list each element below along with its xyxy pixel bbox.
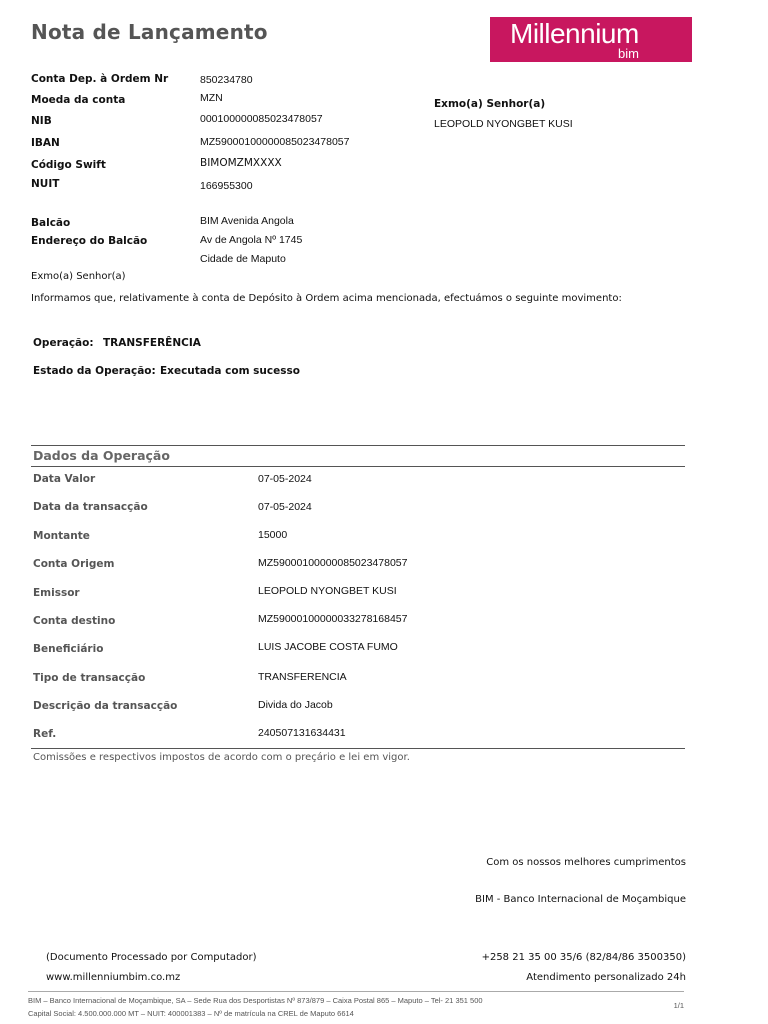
operation-value: TRANSFERÊNCIA	[103, 337, 201, 349]
balcao-label: Balcão	[31, 217, 71, 229]
row-value-data-valor: 07-05-2024	[258, 473, 312, 485]
section-top-rule	[31, 445, 685, 446]
conta-label: Conta Dep. à Ordem Nr	[31, 73, 169, 85]
footer-rule	[28, 991, 684, 992]
closing-greeting: Com os nossos melhores cumprimentos	[486, 857, 686, 868]
endereco-line2: Cidade de Maputo	[200, 253, 286, 265]
row-value-montante: 15000	[258, 529, 288, 541]
row-label-descricao: Descrição da transacção	[33, 700, 178, 712]
commission-note: Comissões e respectivos impostos de acordo com o preçário e lei em vigor.	[33, 752, 410, 763]
row-value-tipo-transaccao: TRANSFERENCIA	[258, 671, 347, 683]
dados-section-title: Dados da Operação	[33, 448, 170, 463]
legal-line-1: BIM – Banco Internacional de Moçambique, SA – Sede Rua dos Desportistas Nº 873/879 – Caixa Postal 865 – Maputo – Tel- 21 351 500	[28, 996, 483, 1005]
nuit-label: NUIT	[31, 178, 60, 190]
nuit-value: 166955300	[200, 180, 253, 192]
logo-sub-text: bim	[618, 46, 639, 61]
row-label-beneficiario: Beneficiário	[33, 643, 104, 655]
row-label-montante: Montante	[33, 530, 90, 542]
closing-bank-name: BIM - Banco Internacional de Moçambique	[475, 894, 686, 905]
section-header-rule	[31, 466, 685, 467]
row-label-conta-destino: Conta destino	[33, 615, 116, 627]
page-title: Nota de Lançamento	[31, 20, 268, 44]
swift-value: BIMOMZMXXXX	[200, 157, 282, 169]
balcao-value: BIM Avenida Angola	[200, 215, 294, 227]
legal-line-2: Capital Social: 4.500.000.000 MT – NUIT: 400001383 – Nº de matrícula na CREL de Maputo 6614	[28, 1009, 354, 1018]
conta-value: 850234780	[200, 74, 253, 86]
row-value-descricao: Divida do Jacob	[258, 699, 333, 711]
addressee-name: LEOPOLD NYONGBET KUSI	[434, 118, 573, 130]
estado-value: Executada com sucesso	[160, 365, 300, 377]
endereco-line1: Av de Angola Nº 1745	[200, 234, 303, 246]
row-label-data-valor: Data Valor	[33, 473, 96, 485]
row-label-emissor: Emissor	[33, 587, 80, 599]
row-value-ref: 240507131634431	[258, 727, 346, 739]
swift-label: Código Swift	[31, 159, 106, 171]
row-label-tipo-transaccao: Tipo de transacção	[33, 672, 146, 684]
support-text: Atendimento personalizado 24h	[526, 972, 686, 983]
website-link[interactable]: www.millenniumbim.co.mz	[46, 972, 181, 983]
nib-label: NIB	[31, 115, 52, 127]
row-value-conta-origem: MZ59000100000085023478057	[258, 557, 408, 569]
nib-value: 000100000085023478057	[200, 113, 323, 125]
logo-brand-text: Millennium	[510, 18, 639, 49]
row-value-emissor: LEOPOLD NYONGBET KUSI	[258, 585, 397, 597]
operation-label: Operação:	[33, 337, 94, 349]
intro-text: Informamos que, relativamente à conta de Depósito à Ordem acima mencionada, efectuámos o seguinte movimento:	[31, 293, 622, 304]
moeda-value: MZN	[200, 92, 223, 104]
iban-label: IBAN	[31, 137, 60, 149]
row-label-ref: Ref.	[33, 728, 57, 740]
millennium-bim-logo	[490, 17, 692, 62]
iban-value: MZ59000100000085023478057	[200, 136, 350, 148]
endereco-label: Endereço do Balcão	[31, 235, 148, 247]
processed-note: (Documento Processado por Computador)	[46, 952, 257, 963]
row-value-beneficiario: LUIS JACOBE COSTA FUMO	[258, 641, 398, 653]
row-label-conta-origem: Conta Origem	[33, 558, 115, 570]
row-value-data-transaccao: 07-05-2024	[258, 501, 312, 513]
intro-salutation: Exmo(a) Senhor(a)	[31, 271, 126, 282]
row-value-conta-destino: MZ59000100000033278168457	[258, 613, 408, 625]
moeda-label: Moeda da conta	[31, 94, 126, 106]
estado-label: Estado da Operação:	[33, 365, 156, 377]
phone-number: +258 21 35 00 35/6 (82/84/86 3500350)	[481, 952, 686, 963]
addressee-salutation: Exmo(a) Senhor(a)	[434, 98, 546, 110]
row-label-data-transaccao: Data da transacção	[33, 501, 148, 513]
page-number: 1/1	[673, 1001, 684, 1010]
section-bottom-rule	[31, 748, 685, 749]
